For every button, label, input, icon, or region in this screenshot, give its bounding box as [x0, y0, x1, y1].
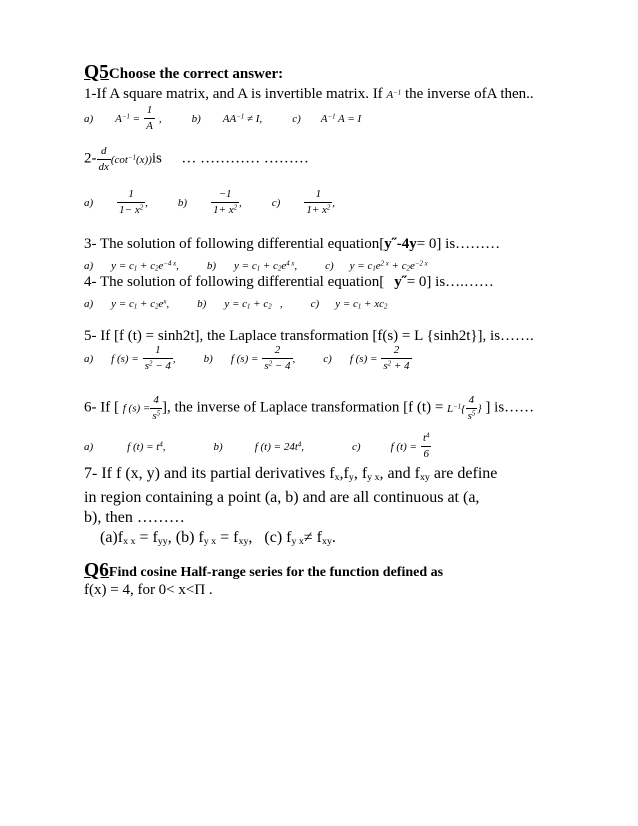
- q5-heading: Q5: [84, 62, 109, 83]
- option-b-label: b): [191, 112, 201, 125]
- q6-function-line: f(x) = 4, for 0< x<Π .: [84, 582, 213, 598]
- option-c-fraction: $\frac{2}{s^2 + 4}$: [383, 344, 410, 372]
- question-2-options: a) $\frac{1}{1- x^2}$ , b) $\frac{-1}{1+ x^2}$ , c) $\frac{1}{1+ x^2}$ ,: [84, 188, 336, 216]
- option-c-fraction: $\frac{1}{1+ x^2}$: [306, 188, 331, 216]
- question-5-options: a) f (s) = $\frac{1}{s^2 - 4}$ , b) f (s) = $\frac{2}{s^2 - 4}$ , c) f (s) = $\frac{2}{s^2 + 4}$: [84, 344, 410, 372]
- option-a-label: a): [84, 112, 94, 125]
- option-a-expr: $A^{-1}$ =: [115, 112, 141, 125]
- question-4-text: 4- The solution of following differential equation[ y˝= 0] is….……: [84, 274, 494, 290]
- option-b-expr: $AA^{-1} \ne I$,: [222, 112, 263, 125]
- question-7-text: 7- If f (x, y) and its partial derivatives $f_x,f_y$, $f_{y x}$, and $f_{xy}$ are define in region containing a point (a, b) and are all continuous at (a, b), then ……… $(a)f_{x x} = f_{yy}$, (b) $f_{y x} = f_{xy}$, (c) $f_{y x}\ne f_{xy}$.: [84, 465, 498, 547]
- question-3-text: 3- The solution of following differential equation[y˝-4y= 0] is………: [84, 236, 501, 252]
- question-3-options: a) $y = c_1 + c_2e^{-4 x}$, b) $y = c_1 + c_2e^{4 x}$, c) $y = c_1e^{2 x} + c_2e^{-2 x}$: [84, 260, 428, 273]
- q5-instruction: Choose the correct answer:: [108, 66, 284, 82]
- option-b-fraction: $\frac{2}{s^2 - 4}$: [264, 344, 291, 372]
- q6-heading-line: [84, 560, 578, 582]
- option-c-label: c): [292, 112, 301, 125]
- question-2-text: 2- $\frac{d}{dx}$ $(\cot^{-1}(x))is$ … ………… ………: [84, 145, 309, 173]
- q6-instruction: Find cosine Half-range series for the function defined as: [108, 565, 444, 580]
- question-1-text: 1-If A square matrix, and A is invertible matrix. If $A^{-1}$ the inverse ofA then..: [84, 86, 534, 102]
- option-a-fraction: $\frac{1}{1- x^2}$: [119, 188, 144, 216]
- option-a-fraction: $\frac{1}{s^2 - 4}$: [144, 344, 171, 372]
- question-6-text: 6- If [ f (s) = $\frac{4}{s^5}$ ], the inverse of Laplace transformation [f $(t) = L^{-1}${ $\frac{4}{s^5}$ } ] is……: [84, 394, 535, 422]
- question-5-text: 5- If [f (t) = sinh2t], the Laplace transformation [f(s) = L {sinh2t}], is…….: [84, 328, 534, 344]
- question-6-options: a) f $(t) = t^4$, b) f $(t) = 24t^4$, c) f (t) = $\frac{t^4}{6}$: [84, 432, 430, 460]
- question-1-options: a) $A^{-1}$ = $\frac{1}{A}$ , b) $AA^{-1} \ne I$, c) $A^{-1}$ A = I: [84, 104, 362, 132]
- option-c-expr: $A^{-1}$ A = I: [320, 112, 362, 125]
- q6-heading: Q6: [84, 560, 109, 581]
- question-4-options: a) $y = c_1 + c_2e^x$, b) $y = c_1 + c_2$ , c) $y = c_1 + xc_2$: [84, 298, 388, 311]
- q5-heading-line: [84, 62, 578, 84]
- option-b-fraction: $\frac{-1}{1+ x^2}$: [213, 188, 238, 216]
